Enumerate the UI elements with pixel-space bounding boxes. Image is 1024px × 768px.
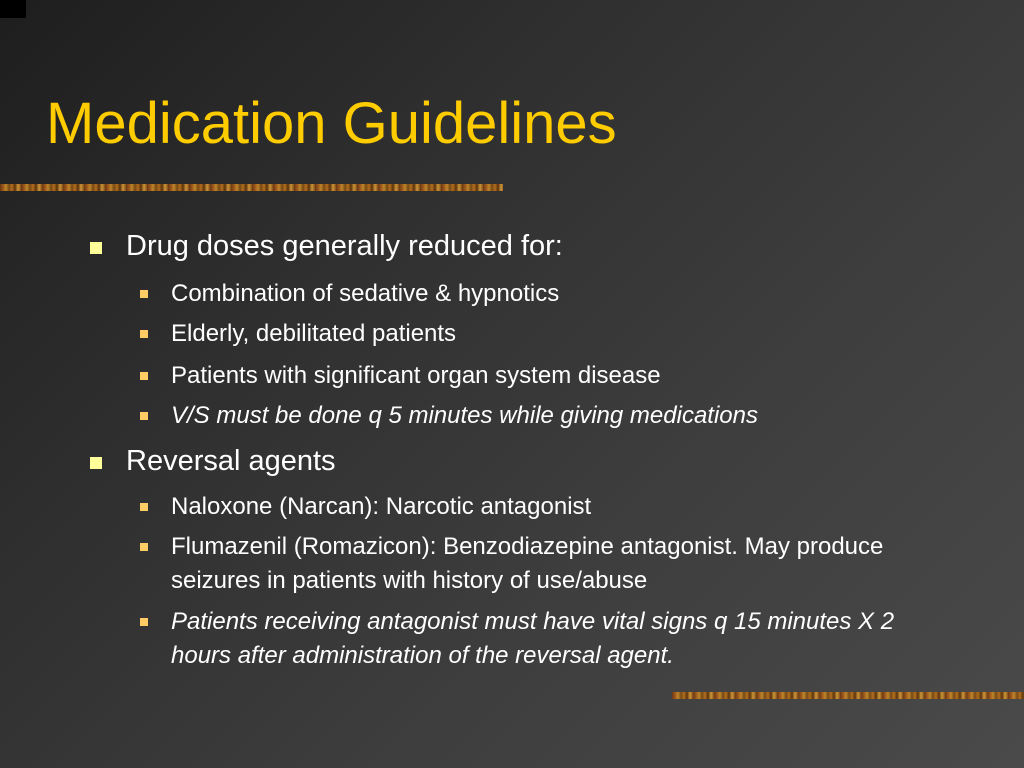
square-bullet-icon	[140, 330, 148, 338]
bullet-reversal-agents	[90, 445, 336, 478]
square-bullet-icon	[90, 457, 102, 469]
bottom-decor-bar	[672, 692, 1024, 699]
sub-bullet-text: Naloxone (Narcan): Narcotic antagonist	[171, 493, 592, 520]
sub-bullet-text: Patients receiving antagonist must have vital signs q 15 minutes X 2 hours after administration of the reversal agent.	[171, 608, 895, 669]
sub-bullet-text: V/S must be done q 5 minutes while giving medications	[171, 402, 758, 429]
square-bullet-icon	[90, 242, 102, 254]
sub-bullet-text: Patients with significant organ system disease	[171, 362, 661, 389]
bullet-text: Reversal agents	[126, 445, 336, 477]
sub-bullet-flumazenil	[140, 530, 930, 598]
sub-bullet-text: Combination of sedative & hypnotics	[171, 280, 560, 307]
sub-bullet-vital-signs	[140, 399, 960, 433]
sub-bullet-text: Elderly, debilitated patients	[171, 320, 457, 347]
sub-bullet-antagonist-vitals	[140, 605, 930, 673]
square-bullet-icon	[140, 412, 148, 420]
slide-title: Medication Guidelines	[46, 91, 617, 156]
square-bullet-icon	[140, 372, 148, 380]
sub-bullet-combination	[140, 277, 960, 311]
sub-bullet-elderly	[140, 317, 960, 351]
square-bullet-icon	[140, 618, 148, 626]
sub-bullet-organ-disease	[140, 359, 960, 393]
bullet-text: Drug doses generally reduced for:	[126, 230, 563, 262]
square-bullet-icon	[140, 503, 148, 511]
square-bullet-icon	[140, 290, 148, 298]
bullet-drug-doses	[90, 230, 563, 263]
sub-bullet-text: Flumazenil (Romazicon): Benzodiazepine antagonist. May produce seizures in patients with history of use/abuse	[171, 533, 884, 594]
sub-bullet-naloxone	[140, 490, 960, 524]
square-bullet-icon	[140, 543, 148, 551]
